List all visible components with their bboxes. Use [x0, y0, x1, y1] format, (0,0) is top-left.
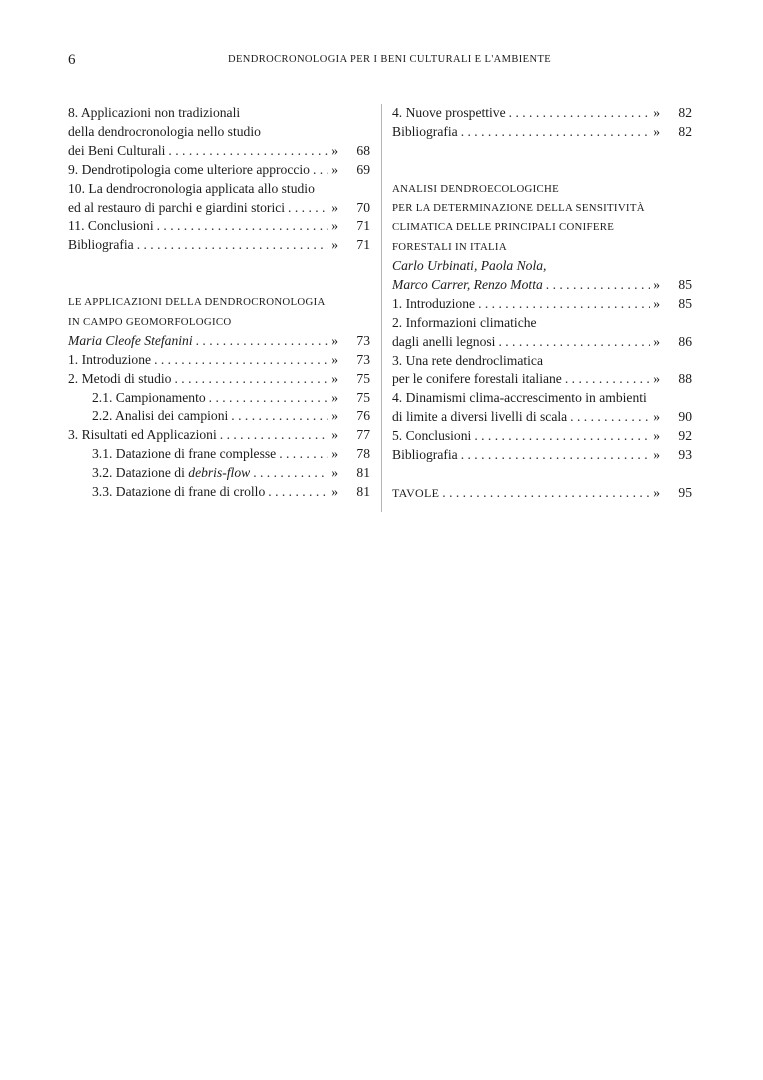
toc-entry-label: per le conifere forestali italiane [392, 371, 562, 387]
toc-entry-label: 2. Metodi di studio [68, 370, 172, 386]
leader-dots [279, 445, 328, 464]
toc-entry-page: 95 [678, 485, 692, 501]
toc-entry-label: 3. Risultati ed Applicazioni [68, 427, 217, 443]
separator: » [331, 465, 338, 481]
toc-entry[interactable] [392, 333, 692, 352]
toc-entry-label: ed al restauro di parchi e giardini storici [68, 199, 286, 215]
toc-subentry[interactable] [68, 483, 370, 502]
toc-entry-page: 82 [678, 123, 692, 139]
leader-dots [137, 236, 329, 255]
toc-entry-label: 1. Introduzione [392, 295, 476, 311]
toc-entry-label: dagli anelli legnosi [392, 333, 496, 349]
toc-entry[interactable] [68, 236, 370, 255]
section-title: LE APPLICAZIONI DELLA DENDROCRONOLOGIA [68, 296, 326, 309]
toc-entry-label: Bibliografia [392, 123, 458, 139]
toc-subentry[interactable] [68, 407, 370, 426]
separator: » [331, 218, 338, 234]
leader-dots [570, 408, 650, 427]
leader-dots [253, 464, 328, 483]
toc-entry[interactable] [392, 427, 692, 446]
separator: » [331, 408, 338, 424]
toc-entry-label: TAVOLE [392, 485, 440, 500]
toc-line: 3. Una rete dendroclimatica [392, 352, 543, 368]
separator: » [653, 105, 660, 120]
toc-entry-page: 69 [356, 161, 370, 177]
toc-entry-page: 73 [356, 351, 370, 367]
leader-dots [474, 427, 650, 446]
leader-dots [209, 389, 329, 408]
toc-entry-label: di limite a diversi livelli di scala [392, 409, 568, 425]
separator: » [653, 447, 660, 463]
toc-author-entry[interactable] [392, 276, 692, 295]
toc-line: 2. Informazioni climatiche [392, 314, 537, 330]
toc-entry-label: 9. Dendrotipologia come ulteriore approccio [68, 161, 310, 177]
toc-line: della dendrocronologia nello studio [68, 123, 261, 139]
separator: » [331, 332, 338, 348]
toc-entry-page: 86 [678, 333, 692, 349]
separator: » [331, 351, 338, 367]
toc-entry-page: 68 [356, 142, 370, 158]
toc-entry-page: 73 [356, 332, 370, 348]
separator: » [331, 142, 338, 158]
toc-entry-label: 3.1. Datazione di frane complesse [92, 446, 277, 462]
toc-entry-page: 75 [356, 389, 370, 405]
leader-dots [168, 142, 328, 161]
toc-author-entry[interactable] [68, 332, 370, 351]
toc-entry[interactable] [392, 123, 692, 142]
separator: » [331, 446, 338, 462]
toc-entry[interactable] [68, 142, 370, 161]
author-names: Marco Carrer, Renzo Motta [392, 276, 543, 292]
spacer [68, 255, 370, 293]
section-title: CLIMATICA DELLE PRINCIPALI CONIFERE [392, 221, 615, 234]
separator: » [331, 484, 338, 500]
leader-dots [546, 276, 650, 295]
toc-entry-page: 75 [356, 370, 370, 386]
author-name: Maria Cleofe Stefanini [68, 332, 193, 348]
leader-dots [154, 351, 328, 370]
leader-dots [313, 161, 328, 180]
toc-right-column [392, 104, 692, 503]
leader-dots [288, 199, 328, 218]
label-italic: debris-flow [188, 465, 251, 481]
toc-entry-page: 77 [356, 427, 370, 443]
toc-entry-page: 71 [356, 237, 370, 253]
toc-entry-page: 70 [356, 199, 370, 215]
separator: » [653, 485, 660, 501]
leader-dots [509, 104, 651, 123]
toc-entry-label: 2.1. Campionamento [92, 389, 206, 405]
toc-entry-page: 93 [678, 447, 692, 463]
toc-subentry[interactable] [68, 389, 370, 408]
toc-entry-label: Bibliografia [68, 237, 134, 253]
toc-subentry[interactable] [68, 464, 370, 483]
toc-line: 8. Applicazioni non tradizionali [68, 105, 241, 120]
separator: » [331, 389, 338, 405]
toc-entry-label: 2.2. Analisi dei campioni [92, 408, 229, 424]
toc-entry[interactable] [68, 370, 370, 389]
section-title: IN CAMPO GEOMORFOLOGICO [68, 315, 232, 328]
label-prefix: 3.2. Datazione di [92, 465, 189, 481]
column-divider [381, 104, 382, 512]
toc-entry[interactable] [392, 408, 692, 427]
toc-entry-label: Bibliografia [392, 447, 458, 463]
page-number: 6 [68, 52, 76, 68]
toc-entry-page: 92 [678, 428, 692, 444]
toc-entry-label: dei Beni Culturali [68, 142, 166, 158]
toc-entry-label: 4. Nuove prospettive [392, 105, 506, 120]
leader-dots [220, 426, 328, 445]
section-title: PER LA DETERMINAZIONE DELLA SENSITIVITÀ [392, 202, 645, 215]
toc-entry[interactable] [392, 104, 692, 123]
separator: » [331, 161, 338, 177]
separator: » [331, 237, 338, 253]
toc-entry[interactable] [392, 295, 692, 314]
toc-entry-page: 82 [678, 105, 692, 120]
separator: » [653, 123, 660, 139]
author-names: Carlo Urbinati, Paola Nola, [392, 258, 547, 273]
leader-dots [231, 407, 328, 426]
separator: » [331, 370, 338, 386]
leader-dots [174, 370, 328, 389]
toc-entry-page: 81 [356, 484, 370, 500]
toc-entry-page: 85 [678, 276, 692, 292]
section-title: ANALISI DENDROECOLOGICHE [392, 182, 560, 195]
leader-dots [478, 295, 650, 314]
spacer [392, 465, 692, 484]
section-title: FORESTALI IN ITALIA [392, 240, 507, 253]
toc-entry-page: 85 [678, 295, 692, 311]
toc-entry[interactable] [68, 199, 370, 218]
toc-entry-page: 81 [356, 465, 370, 481]
toc-entry[interactable] [68, 351, 370, 370]
leader-dots [268, 483, 328, 502]
leader-dots [461, 446, 651, 465]
separator: » [331, 427, 338, 443]
toc-entry-page: 88 [678, 371, 692, 387]
toc-entry[interactable] [68, 217, 370, 236]
separator: » [653, 276, 660, 292]
toc-entry[interactable] [392, 446, 692, 465]
toc-entry-page: 76 [356, 408, 370, 424]
leader-dots [442, 484, 650, 503]
toc-left-column [68, 104, 370, 502]
toc-entry[interactable] [68, 426, 370, 445]
toc-entry-label: 5. Conclusioni [392, 428, 472, 444]
leader-dots [461, 123, 651, 142]
leader-dots [565, 370, 650, 389]
separator: » [653, 333, 660, 349]
separator: » [653, 409, 660, 425]
toc-entry[interactable] [392, 370, 692, 389]
toc-subentry[interactable] [68, 445, 370, 464]
toc-entry-page: 90 [678, 409, 692, 425]
toc-entry-label: 1. Introduzione [68, 351, 152, 367]
toc-entry[interactable] [68, 161, 370, 180]
toc-entry-page: 78 [356, 446, 370, 462]
separator: » [653, 371, 660, 387]
separator: » [653, 295, 660, 311]
toc-entry-label: 3.3. Datazione di frane di crollo [92, 484, 266, 500]
spacer [392, 142, 692, 180]
running-head: DENDROCRONOLOGIA PER I BENI CULTURALI E L'AMBIENTE [228, 54, 552, 65]
toc-line: 4. Dinamismi clima-accrescimento in ambienti [392, 390, 647, 406]
separator: » [653, 428, 660, 444]
toc-entry-label: 11. Conclusioni [68, 218, 154, 234]
leader-dots [157, 217, 329, 236]
separator: » [331, 199, 338, 215]
toc-entry-page: 71 [356, 218, 370, 234]
leader-dots [196, 332, 329, 351]
leader-dots [498, 333, 650, 352]
toc-entry-label [92, 464, 250, 483]
toc-line: 10. La dendrocronologia applicata allo studio [68, 180, 315, 196]
toc-entry-tavole[interactable] [392, 484, 692, 503]
